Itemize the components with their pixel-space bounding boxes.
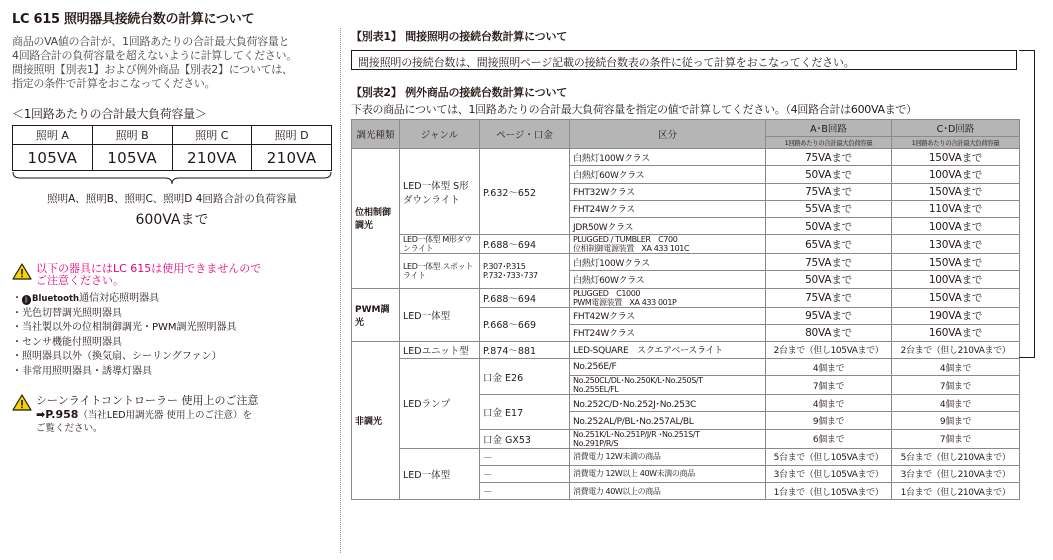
cd-value: 110VAまで xyxy=(892,200,1020,217)
header-cd: C･D回路 xyxy=(892,120,1020,137)
genre-cell: LED一体型 スポットライト xyxy=(400,254,480,288)
category-cell: 白熱灯60Wクラス xyxy=(570,166,766,183)
cd-value: 7個まで xyxy=(892,376,1020,395)
category-cell: FHT32Wクラス xyxy=(570,183,766,200)
header-dimming: 調光種類 xyxy=(352,120,400,149)
genre-cell: LED一体型 xyxy=(400,448,480,500)
genre-cell: LEDユニット型 xyxy=(400,341,480,358)
category-cell: FHT24Wクラス xyxy=(570,324,766,341)
intro-line: 4回路合計の負荷容量を超えないように計算してください。 xyxy=(12,49,297,62)
ab-value: 7個まで xyxy=(766,376,892,395)
incompatible-list xyxy=(12,292,334,380)
page-line: P.732･733･737 xyxy=(483,270,538,280)
cd-value: 1台まで（但し210VAまで） xyxy=(892,483,1020,500)
max-load-header: 照明 A xyxy=(13,126,93,145)
table-row xyxy=(352,448,1020,465)
genre-cell: LED一体型 M形ダウンライト xyxy=(400,235,480,254)
cd-value: 150VAまで xyxy=(892,149,1020,166)
ab-value: 5台まで（但し105VAまで） xyxy=(766,448,892,465)
page-cell: P.874～881 xyxy=(480,341,570,358)
category-line: PLUGGED C1000 xyxy=(573,288,641,298)
curly-brace xyxy=(12,171,332,185)
category-cell: FHT42Wクラス xyxy=(570,307,766,324)
group-none: 非調光 xyxy=(352,341,400,499)
max-load-value: 105VA xyxy=(92,145,172,171)
ab-value: 50VAまで xyxy=(766,166,892,183)
table2-title: 【別表2】 例外商品の接続台数計算について xyxy=(351,86,568,99)
ab-value: 55VAまで xyxy=(766,200,892,217)
table-row xyxy=(352,254,1020,271)
category-cell xyxy=(570,288,766,307)
category-cell: FHT24Wクラス xyxy=(570,200,766,217)
category-cell: 白熱灯100Wクラス xyxy=(570,149,766,166)
page-cell: 口金 E26 xyxy=(480,359,570,395)
max-load-header: 照明 D xyxy=(252,126,332,145)
ab-value: 50VAまで xyxy=(766,217,892,234)
category-line: 位相制御電源装置 XA 433 101C xyxy=(573,244,690,254)
category-cell xyxy=(570,235,766,254)
warning-text xyxy=(36,263,261,287)
reference-text: （当社LED用調光器 使用上のご注意）を xyxy=(78,409,253,421)
max-load-value: 210VA xyxy=(172,145,252,171)
ab-value: 1台まで（但し105VAまで） xyxy=(766,483,892,500)
genre-cell: LED一体型 xyxy=(400,288,480,341)
category-cell: LED-SQUARE スクエアベースライト xyxy=(570,341,766,358)
page-title: LC 615 照明器具接続台数の計算について xyxy=(12,12,255,27)
page-cell: P.632～652 xyxy=(480,149,570,235)
ab-value: 50VAまで xyxy=(766,271,892,288)
warning-icon xyxy=(12,394,32,411)
list-item-text: 通信対応照明器具 xyxy=(79,293,160,304)
intro-line: 商品のVA値の合計が、1回路あたりの合計最大負荷容量と xyxy=(12,35,290,48)
table-row xyxy=(352,149,1020,166)
page-cell xyxy=(480,254,570,288)
category-cell: 消費電力 12W以上 40W未満の商品 xyxy=(570,465,766,482)
total-load-value: 600VAまで xyxy=(135,212,209,228)
table-row xyxy=(352,341,1020,358)
ab-value: 6個まで xyxy=(766,429,892,448)
bluetooth-icon: ᛒ xyxy=(22,295,31,305)
ab-value: 9個まで xyxy=(766,412,892,429)
column-divider xyxy=(340,28,341,553)
intro-line: 間接照明【別表1】および例外商品【別表2】については、 xyxy=(12,63,293,76)
header-cd-sub: 1回路あたりの合計最大負荷容量 xyxy=(892,137,1020,149)
left-column xyxy=(12,8,334,435)
category-line: PWM電源装置 XA 433 001P xyxy=(573,297,677,307)
ab-value: 4個まで xyxy=(766,395,892,412)
list-item: ・ センサ機能付照明器具 xyxy=(12,336,334,351)
header-page: ページ・口金 xyxy=(480,120,570,149)
incompatible-warning xyxy=(12,263,334,287)
category-cell: 消費電力 12W未満の商品 xyxy=(570,448,766,465)
cd-value: 4個まで xyxy=(892,395,1020,412)
table-row xyxy=(352,359,1020,376)
cd-value: 100VAまで xyxy=(892,166,1020,183)
page-cell: P.688～694 xyxy=(480,235,570,254)
ab-value: 3台まで（但し105VAまで） xyxy=(766,465,892,482)
table-row xyxy=(352,235,1020,254)
cd-value: 100VAまで xyxy=(892,217,1020,234)
group-phase: 位相制御調光 xyxy=(352,149,400,288)
ab-value: 75VAまで xyxy=(766,149,892,166)
notice-body xyxy=(36,394,259,435)
table-row xyxy=(352,288,1020,307)
warning-line: ご注意ください。 xyxy=(36,274,124,287)
cd-value: 4個まで xyxy=(892,359,1020,376)
max-load-value: 210VA xyxy=(252,145,332,171)
category-cell: No.256E/F xyxy=(570,359,766,376)
table1-box: 間接照明の接続台数は、間接照明ページ記載の接続台数表の条件に従って計算をおこなってください。 xyxy=(351,50,1017,70)
list-item: ・ 光色切替調光照明器具 xyxy=(12,307,334,322)
cd-value: 150VAまで xyxy=(892,288,1020,307)
cd-value: 130VAまで xyxy=(892,235,1020,254)
category-line: No.291P/R/S xyxy=(573,438,619,448)
cd-value: 9個まで xyxy=(892,412,1020,429)
cd-value: 2台まで（但し210VAまで） xyxy=(892,341,1020,358)
category-cell: 消費電力 40W以上の商品 xyxy=(570,483,766,500)
max-load-table xyxy=(12,125,332,171)
max-load-header: 照明 B xyxy=(92,126,172,145)
page-line: P.307･P.315 xyxy=(483,261,526,271)
category-cell xyxy=(570,429,766,448)
notice-reference xyxy=(36,409,259,422)
table1-title: 【別表1】 間接照明の接続台数計算について xyxy=(351,30,568,43)
ab-value: 4個まで xyxy=(766,359,892,376)
max-load-header: 照明 C xyxy=(172,126,252,145)
page-cell: 口金 E17 xyxy=(480,395,570,429)
category-cell xyxy=(570,376,766,395)
notice-reference-line2: ご覧ください。 xyxy=(36,422,103,434)
right-column xyxy=(351,28,1041,500)
intro-text xyxy=(12,35,334,91)
cd-value: 7個まで xyxy=(892,429,1020,448)
list-item: ・ 非常用照明器具・誘導灯器具 xyxy=(12,365,334,380)
bracket-line xyxy=(1019,50,1035,358)
max-load-heading: ＜1回路あたりの合計最大負荷容量＞ xyxy=(12,107,207,121)
page-cell: － xyxy=(480,483,570,500)
notice-title: シーンライトコントローラー 使用上のご注意 xyxy=(36,393,259,407)
bluetooth-word: Bluetooth xyxy=(32,294,80,304)
category-cell: No.252AL/P/BL･No.257AL/BL xyxy=(570,412,766,429)
page-reference: ➡P.958 xyxy=(36,407,79,421)
cd-value: 150VAまで xyxy=(892,183,1020,200)
header-category: 区分 xyxy=(570,120,766,149)
page-cell: － xyxy=(480,448,570,465)
page-cell: P.668～669 xyxy=(480,307,570,341)
intro-line: 指定の条件で計算をおこなってください。 xyxy=(12,77,216,90)
exception-table xyxy=(351,119,1020,500)
header-ab: A･B回路 xyxy=(766,120,892,137)
ab-value: 95VAまで xyxy=(766,307,892,324)
category-cell: No.252C/D･No.252J･No.253C xyxy=(570,395,766,412)
category-cell: 白熱灯60Wクラス xyxy=(570,271,766,288)
ab-value: 75VAまで xyxy=(766,288,892,307)
genre-cell: LED一体型 S形ダウンライト xyxy=(400,149,480,235)
category-line: No.255EL/FL xyxy=(573,385,619,395)
ab-value: 75VAまで xyxy=(766,254,892,271)
ab-value: 2台まで（但し105VAまで） xyxy=(766,341,892,358)
cd-value: 190VAまで xyxy=(892,307,1020,324)
total-load-label: 照明A、照明B、照明C、照明D 4回路合計の負荷容量 xyxy=(47,193,297,205)
genre-cell: LEDランプ xyxy=(400,359,480,449)
ab-value: 75VAまで xyxy=(766,183,892,200)
ab-value: 65VAまで xyxy=(766,235,892,254)
list-item: ・ 当社製以外の位相制御調光・PWM調光照明器具 xyxy=(12,321,334,336)
category-cell: 白熱灯100Wクラス xyxy=(570,254,766,271)
category-line: No.250CL/DL･No.250K/L･No.250S/T xyxy=(573,376,703,386)
table2-section xyxy=(351,84,1041,117)
list-item xyxy=(12,292,334,307)
cd-value: 160VAまで xyxy=(892,324,1020,341)
list-item: ・ 照明器具以外（換気扇、シーリングファン） xyxy=(12,350,334,365)
header-genre: ジャンル xyxy=(400,120,480,149)
table2-subtitle: 下表の商品については、1回路あたりの合計最大負荷容量を指定の値で計算してください。（4回路合計は600VAまで） xyxy=(351,103,917,116)
max-load-value: 105VA xyxy=(13,145,93,171)
warning-line: 以下の器具にはLC 615は使用できませんので xyxy=(36,262,262,275)
cd-value: 3台まで（但し210VAまで） xyxy=(892,465,1020,482)
cd-value: 150VAまで xyxy=(892,254,1020,271)
ab-value: 80VAまで xyxy=(766,324,892,341)
category-line: No.251K/L･No.251P/J/R ･No.251S/T xyxy=(573,429,700,439)
warning-icon xyxy=(12,263,32,280)
group-pwm: PWM調光 xyxy=(352,288,400,341)
header-ab-sub: 1回路あたりの合計最大負荷容量 xyxy=(766,137,892,149)
category-line: PLUGGED / TUMBLER C700 xyxy=(573,235,678,245)
category-cell: JDR50Wクラス xyxy=(570,217,766,234)
scene-controller-notice xyxy=(12,394,334,435)
page-cell: P.688～694 xyxy=(480,288,570,307)
cd-value: 100VAまで xyxy=(892,271,1020,288)
page-cell: 口金 GX53 xyxy=(480,429,570,448)
cd-value: 5台まで（但し210VAまで） xyxy=(892,448,1020,465)
page-cell: － xyxy=(480,465,570,482)
